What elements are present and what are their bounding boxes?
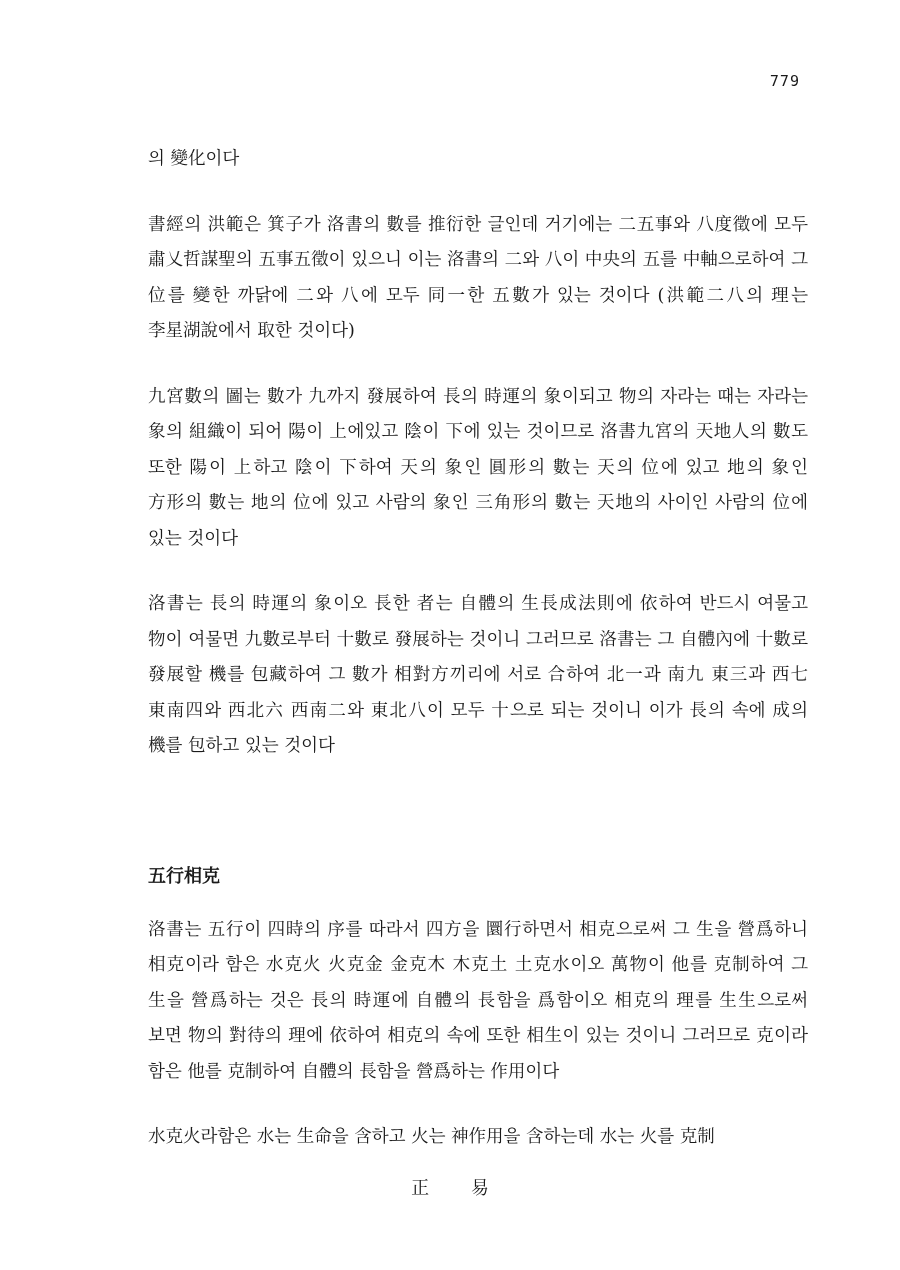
paragraph-nine-palace: 九宮數의 圖는 數가 九까지 發展하여 長의 時運의 象이되고 物의 자라는 때는 자라는 象의 組織이 되어 陽이 上에있고 陰이 下에 있는 것이므로 洛書九宮의 天地人의 數도 또한 陽이 上하고 陰이 下하여 天의 象인 圓形의 數는 天의 位에 있고 地의 象인 方形의 數는 地의 位에 있고 사람의 象인 三角形의 數는 天地의 사이인 사람의 位에 있는 것이다 [148,386,808,549]
paragraph-continuation: 의 變化이다 [148,149,240,169]
page-body [148,142,808,1186]
paragraph-luoshu-growth: 洛書는 長의 時運의 象이오 長한 者는 自體의 生長成法則에 依하여 반드시 여물고 物이 여물면 九數로부터 十數로 發展하는 것이니 그러므로 洛書는 그 自體內에 十數로 發展할 機를 包藏하여 그 數가 相對方끼리에 서로 合하여 北一과 南九 東三과 西七 東南四와 西北六 西南二와 東北八이 모두 十으로 되는 것이니 이가 長의 속에 成의 機를 包하고 있는 것이다 [148,594,808,756]
section-spacer [148,795,808,859]
page-number: 779 [769,72,800,90]
section-title: 五行相克 [148,865,220,887]
page-footer: 正 易 [411,1178,507,1199]
paragraph-water-fire: 水克火라함은 水는 生命을 含하고 火는 神作用을 含하는데 水는 火를 克制 [148,1127,715,1147]
paragraph-five-elements: 洛書는 五行이 四時의 序를 따라서 四方을 圜行하면서 相克으로써 그 生을 營爲하니 相克이라 함은 水克火 火克金 金克木 木克土 土克水이오 萬物이 他를 克制하여 그 生을 營爲하는 것은 長의 時運에 自體의 長함을 爲함이오 相克의 理를 生生으로써 보면 物의 對待의 理에 依하여 相克의 속에 또한 相生이 있는 것이니 그러므로 克이라 함은 他를 克制하여 自體의 長함을 營爲하는 作用이다 [148,919,808,1082]
paragraph-hongbeom: 書經의 洪範은 箕子가 洛書의 數를 推衍한 글인데 거기에는 二五事와 八度徵에 모두 肅乂哲謀聖의 五事五徵이 있으니 이는 洛書의 二와 八이 中央의 五를 中軸으로하여 그 位를 變한 까닭에 二와 八에 모두 同一한 五數가 있는 것이다 (洪範二八의 理는 李星湖說에서 取한 것이다) [148,214,808,341]
